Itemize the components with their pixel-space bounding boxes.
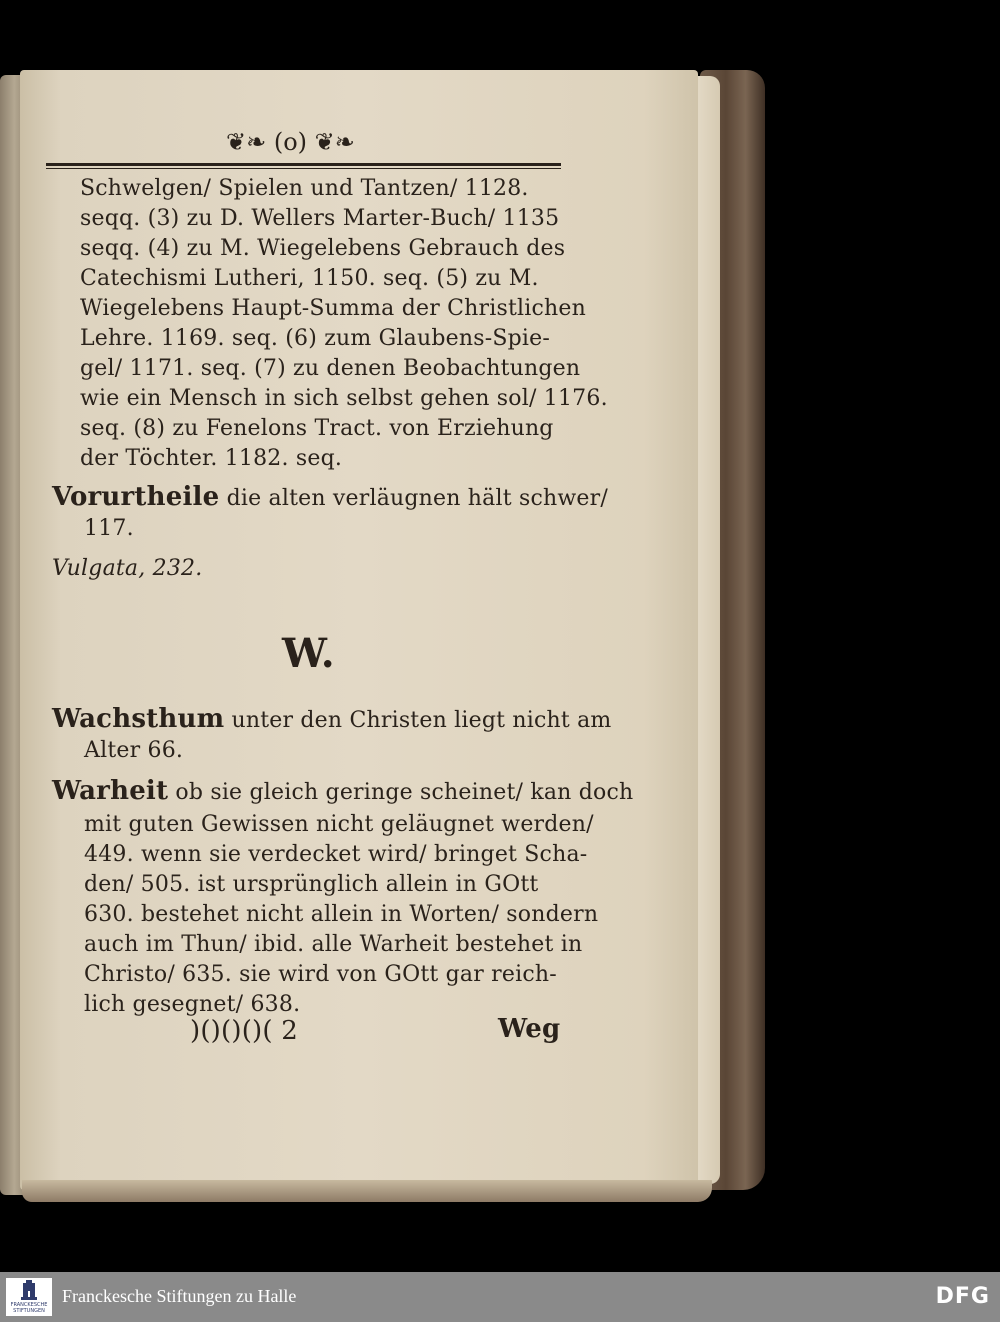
section-letter: W.	[282, 630, 335, 677]
entry-term: Warheit	[52, 776, 169, 806]
viewer-footer	[0, 1272, 1000, 1322]
text-line: Schwelgen/ Spielen und Tantzen/ 1128.	[80, 176, 529, 201]
text-line: lich gesegnet/ 638.	[84, 992, 301, 1017]
ornament-left-icon: ❦❧	[226, 128, 274, 156]
text-line: seqq. (3) zu D. Wellers Marter-Buch/ 1135	[80, 206, 560, 231]
text-line: gel/ 1171. seq. (7) zu denen Beobachtungen	[80, 356, 581, 381]
text-line: Catechismi Lutheri, 1150. seq. (5) zu M.	[80, 266, 539, 291]
entry-wachsthum	[52, 704, 611, 734]
entry-text: die alten verläugnen hält schwer/	[219, 486, 608, 511]
text-line: den/ 505. ist ursprünglich allein in GOtt	[84, 872, 539, 897]
entry-text: unter den Christen liegt nicht am	[224, 708, 612, 733]
text-line: Lehre. 1169. seq. (6) zum Glaubens-Spie-	[80, 326, 550, 351]
text-line: der Töchter. 1182. seq.	[80, 446, 343, 471]
page-header-text: (o)	[273, 128, 308, 156]
dfg-logo[interactable]: DFG	[935, 1284, 990, 1309]
header-rule	[46, 163, 561, 166]
logo-text: FRANCKESCHE STIFTUNGEN	[10, 1302, 48, 1314]
text-line: seq. (8) zu Fenelons Tract. von Erziehung	[80, 416, 554, 441]
text-line: 630. bestehet nicht allein in Worten/ sondern	[84, 902, 599, 927]
text-line: auch im Thun/ ibid. alle Warheit bestehet in	[84, 932, 583, 957]
text-line: Christo/ 635. sie wird von GOtt gar reich-	[84, 962, 557, 987]
text-line: wie ein Mensch in sich selbst gehen sol/ 1176.	[80, 386, 608, 411]
entry-term: Wachsthum	[52, 704, 225, 734]
institution-logo[interactable]	[6, 1278, 52, 1316]
entry-warheit	[52, 776, 633, 806]
text-line: seqq. (4) zu M. Wiegelebens Gebrauch des	[80, 236, 566, 261]
text-line: mit guten Gewissen nicht geläugnet werden/	[84, 812, 594, 837]
signature-mark: )()()()( 2	[190, 1016, 298, 1046]
entry-vulgata: Vulgata, 232.	[52, 556, 203, 581]
bottom-page-edge	[22, 1180, 712, 1202]
building-icon	[21, 1280, 37, 1300]
entry-vorurtheile	[52, 482, 608, 512]
text-line: Wiegelebens Haupt-Summa der Christlichen	[80, 296, 586, 321]
entry-continuation: 117.	[84, 516, 134, 541]
footer-title: Franckesche Stiftungen zu Halle	[62, 1286, 297, 1306]
page-header	[226, 128, 355, 156]
entry-term: Vorurtheile	[52, 482, 220, 512]
text-line: 449. wenn sie verdecket wird/ bringet Scha-	[84, 842, 588, 867]
entry-text: ob sie gleich geringe scheinet/ kan doch	[168, 780, 634, 805]
entry-continuation: Alter 66.	[84, 738, 184, 763]
catchword: Weg	[498, 1014, 561, 1044]
header-rule-thin	[46, 168, 561, 169]
ornament-right-icon: ❦❧	[307, 128, 355, 156]
